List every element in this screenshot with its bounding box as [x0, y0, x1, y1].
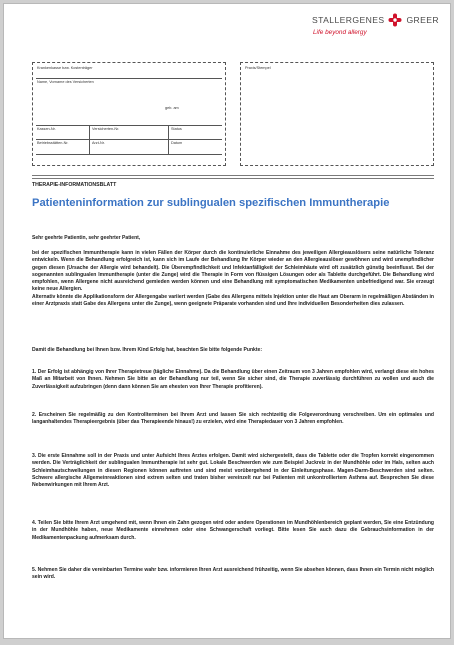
logo-row — [312, 13, 450, 27]
logo-cross-icon — [388, 13, 402, 27]
field-label-betriebsstaetten-nr: Betriebsstätten-Nr. — [37, 141, 69, 145]
logo-word-2: GREER — [406, 15, 440, 25]
point-2-text: 2. Erscheinen Sie regelmäßig zu den Kontrollterminen bei Ihrem Arzt und lassen Sie sich rechtzeitig die Folgeverordnung verschreiben. Um ein optimales und langanhaltendes Therapieergebnis (über das Therapieende hinaus!) zu erzielen, wird eine Therapiedauer von 3 Jahren empfohlen. — [32, 412, 434, 426]
logo-tagline: Life beyond allergy — [313, 29, 367, 36]
point-3 — [32, 453, 434, 489]
document-page — [3, 3, 451, 639]
lead-paragraph — [32, 347, 434, 354]
field-label-kasse: Krankenkasse bzw. Kostenträger — [37, 66, 93, 70]
field-label-datum: Datum — [171, 141, 183, 145]
section-divider — [32, 175, 434, 176]
lead-text: Damit die Behandlung bei Ihnen bzw. Ihrem Kind Erfolg hat, beachten Sie bitte folgende Punkte: — [32, 347, 263, 353]
field-label-versicherten-nr: Versicherten-Nr. — [92, 127, 120, 131]
prescription-form — [32, 62, 434, 166]
document-title: Patienteninformation zur sublingualen spezifischen Immuntherapie — [32, 197, 390, 209]
salutation — [32, 235, 434, 242]
point-5-text: 5. Nehmen Sie daher die vereinbarten Termine wahr bzw. informieren Ihren Arzt ausreichend frühzeitig, wenn Sie absehen können, dass Ihnen ein Termin nicht möglich sein wird. — [32, 567, 434, 581]
form-line — [36, 139, 222, 140]
field-label-name: Name, Vorname des Versicherten — [37, 80, 94, 84]
practice-stamp-box — [240, 62, 434, 166]
point-3-text: 3. Die erste Einnahme soll in der Praxis und unter Aufsicht Ihres Arztes erfolgen. Damit wird sichergestellt, dass die Tablette oder die Tropfen korrekt eingenommen werden. Die Verträglichkeit der sublingualen Immuntherapie ist sehr gut. Lokale Beschwerden wie zum Beispiel Juckreiz in der Mundhöhle oder im Hals, selten auch Schleimhautschwellungen in diesen Regionen können auftreten und sind meist vorübergehend in der Einleitungsphase. Magen-Darm-Beschwerden sind selten. Schwere allergische Allgemeinreaktionen sind extrem selten und traten bisher vereinzelt nur bei Patienten mit unkontrolliertem Asthma auf. Besprechen Sie diese Nebenwirkungen mit Ihrem Arzt. — [32, 453, 434, 489]
logo-word-1: STALLERGENES — [312, 15, 385, 25]
field-label-kassen-nr: Kassen-Nr. — [37, 127, 56, 131]
salutation-text: Sehr geehrte Patientin, sehr geehrter Patient, — [32, 235, 141, 241]
point-1-text: 1. Der Erfolg ist abhängig von Ihrer Therapietreue (tägliche Einnahme). Da die Behandlung über einen Zeitraum von 3 Jahren empfohlen wird, verlangt diese ein hohes Maß an Mitarbeit von Ihnen. Nehmen Sie bitte an der Behandlung nur teil, wenn Sie sicher sind, die Therapie zuverlässig durchführen zu wollen und auch die Zuverlässigkeit aufzubringen (denn dann können Sie am ehesten von Ihrer Therapie profitieren). — [32, 369, 434, 390]
alternative-text: Alternativ könnte die Applikationsform der Allergengabe variiert werden (Gabe des Allergens mittels Injektion unter die Haut am Oberarm in regelmäßigen Abständen in einer Arztpraxis statt Gabe des Allergens unter die Zunge), wenn geeignete Präparate vorhanden sind und Ihre individuellen Besonderheiten dies zulassen. — [32, 293, 434, 308]
form-line — [36, 78, 222, 79]
form-line — [36, 154, 222, 155]
company-logo — [312, 13, 450, 53]
intro-paragraph — [32, 250, 434, 308]
section-divider — [32, 178, 434, 179]
field-label-geb: geb. am — [165, 106, 179, 110]
form-line — [36, 125, 222, 126]
section-label: THERAPIE-INFORMATIONSBLATT — [32, 182, 117, 188]
form-divider — [89, 125, 90, 139]
point-1 — [32, 369, 434, 391]
point-4-text: 4. Teilen Sie bitte Ihrem Arzt umgehend mit, wenn Ihnen ein Zahn gezogen wird oder andere Operationen im Mundhöhlenbereich geplant werden, Sie eine Entzündung in der Mundhöhle haben, neue Medikamente einnehmen oder eine Schwangerschaft vorliegt. Bitte lesen Sie auch dazu die Gebrauchsinformation in der Medikamentenpackung aufmerksam durch. — [32, 520, 434, 541]
field-label-praxis-stempel: Praxis/Stempel — [245, 66, 271, 70]
point-4 — [32, 520, 434, 542]
form-divider — [89, 139, 90, 154]
field-label-status: Status — [171, 127, 182, 131]
point-5 — [32, 567, 434, 582]
field-label-arzt-nr: Arzt-Nr. — [92, 141, 105, 145]
intro-text: bei der spezifischen Immuntherapie kann in vielen Fällen der Körper durch die kontinuierliche Einnahme des jeweiligen Allergieauslösers seine natürliche Toleranz entwickeln. Wenn die Behandlung erfolgreich ist, kann sich im Laufe der Behandlung Ihr Körper wieder an den Allergieauslöser gewöhnen und wird unempfindlicher gegen diesen (Ursache der Allergie wird behandelt). Die Überempfindlichkeit und Infektanfälligkeit der Schleimhäute wird oft zusätzlich günstig beeinflusst. Bei der sogenannten sublingualen Immuntherapie (unter die Zunge) wird die Therapie in Form von flüssigen Lösungen oder als Tablette durchgeführt. Die Behandlung wird empfohlen, wenn Allergene nicht ausreichend gemieden werden können und eine Behandlung mit symptomatischen Medikamenten unbefriedigend war. Sie erzeugt keine neue Allergien. — [32, 250, 434, 293]
point-2 — [32, 412, 434, 427]
